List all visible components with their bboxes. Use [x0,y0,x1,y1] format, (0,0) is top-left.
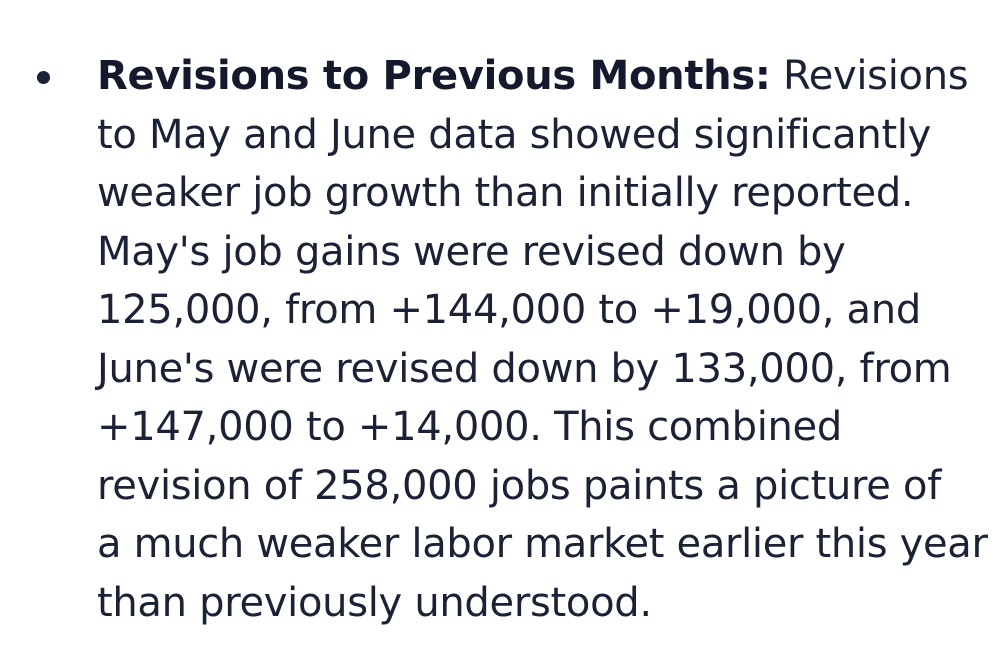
bullet-point-icon [37,71,50,84]
paragraph-line-5: 125,000, from +144,000 to +19,000, and [97,287,921,333]
bullet-heading: Revisions to Previous Months: [97,53,771,99]
paragraph-line-1 [97,47,977,106]
paragraph-line-1-text: Revisions [770,53,969,99]
paragraph-line-10: than previously understood. [97,579,652,626]
paragraph-line-2: to May and June data showed significantly [97,111,932,158]
bullet-item-revisions [97,47,988,632]
paragraph-line-7: +147,000 to +14,000. This combined [97,404,842,450]
paragraph-line-8: revision of 258,000 jobs paints a picture of [97,462,941,509]
paragraph-line-6: June's were revised down by 133,000, from [97,345,952,392]
paragraph-line-4: May's job gains were revised down by [97,228,846,275]
paragraph-line-3: weaker job growth than initially reported. [97,170,914,216]
paragraph-line-9: a much weaker labor market earlier this year [97,521,988,567]
